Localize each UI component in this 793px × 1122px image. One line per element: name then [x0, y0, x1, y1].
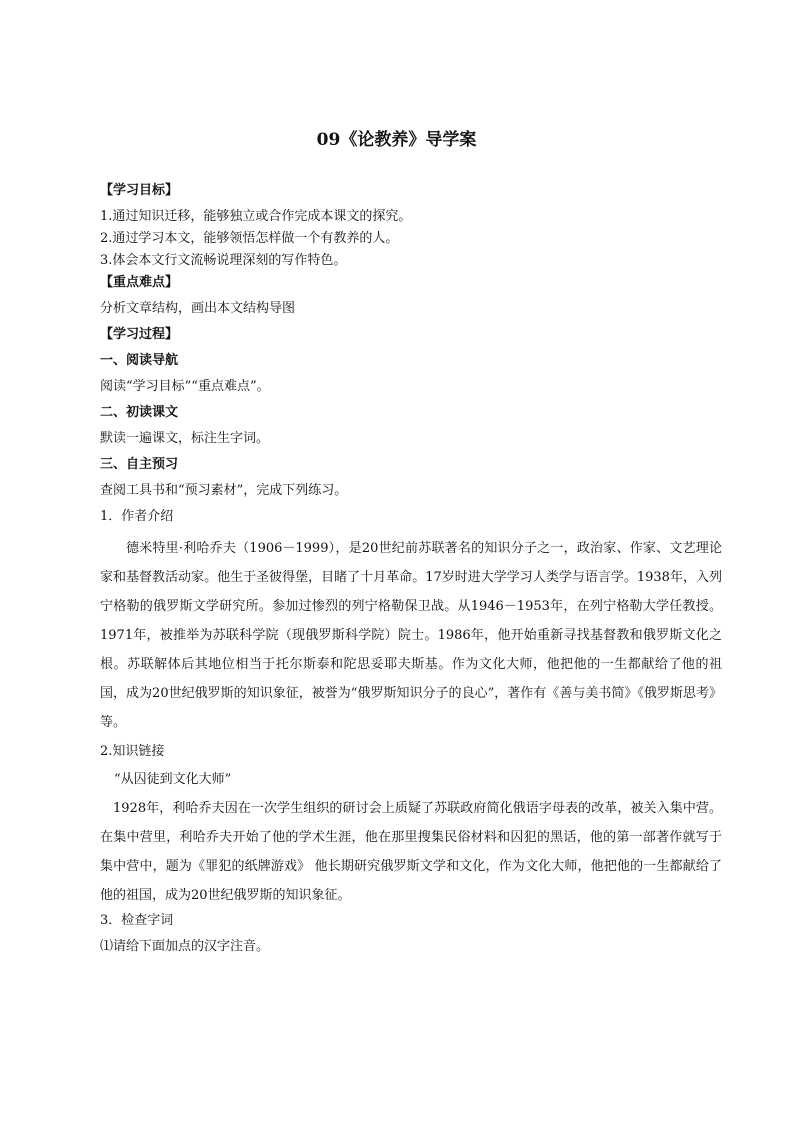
process-heading: 【学习过程】 [100, 327, 179, 342]
section-1-text: 阅读“学习目标”“重点难点”。 [100, 379, 270, 394]
document-title: 09《论教养》导学案 [316, 130, 477, 150]
section-3-heading: 三、自主预习 [100, 457, 179, 472]
author-paragraph: 德米特里·利哈乔夫（1906－1999），是20世纪前苏联著名的知识分子之一，政治家、作家、文艺理论家和基督教活动家。他生于圣彼得堡，目睹了十月革命。17岁时进大学学习人类学与语言学。1938年，入列宁格勒的俄罗斯文学研究所。参加过惨烈的列宁格勒保卫战。从1946－1953年，在列宁格勒大学任教授。1971年，被推举为苏联科学院（现俄罗斯科学院）院士。1986年，他开始重新寻找基督教和俄罗斯文化之根。苏联解体后其地位相当于托尔斯泰和陀思妥耶夫斯基。作为文化大师，他把他的一生都献给了他的祖国，成为20世纪俄罗斯的知识象征，被誉为“俄罗斯知识分子的良心”，著作有《善与美书简》《俄罗斯思考》等。 [100, 541, 722, 730]
knowledge-link-heading: 2.知识链接 [100, 744, 165, 759]
objective-item-2: 2.通过学习本文，能够领悟怎样做一个有教养的人。 [100, 231, 399, 246]
document-body [100, 180, 722, 958]
knowledge-link-paragraph: 1928年，利哈乔夫因在一次学生组织的研讨会上质疑了苏联政府简化俄语字母表的改革，被关入集中营。在集中营里，利哈乔夫开始了他的学术生涯，他在那里搜集民俗材料和囚犯的黑话，他的第一部著作就写于集中营中，题为《罪犯的纸牌游戏》 他长期研究俄罗斯文学和文化，作为文化大师，他把他的一生都献给了他的祖国，成为20世纪俄罗斯的知识象征。 [100, 801, 722, 903]
word-check-heading: 3．检查字词 [100, 913, 174, 928]
key-points-heading: 【重点难点】 [100, 275, 179, 290]
section-3-text: 查阅工具书和“预习素材”，完成下列练习。 [100, 483, 348, 498]
objective-item-1: 1.通过知识迁移，能够独立或合作完成本课文的探究。 [100, 209, 412, 224]
objective-item-3: 3.体会本文行文流畅说理深刻的写作特色。 [100, 253, 347, 268]
key-points-text: 分析文章结构，画出本文结构导图 [100, 301, 296, 316]
word-check-subitem: ⑴请给下面加点的汉字注音。 [100, 939, 270, 954]
objectives-heading: 【学习目标】 [100, 183, 179, 198]
section-1-heading: 一、阅读导航 [100, 353, 179, 368]
section-2-heading: 二、初读课文 [100, 405, 179, 420]
author-heading: 1．作者介绍 [100, 509, 174, 524]
knowledge-link-quote: “从囚徒到文化大师” [114, 772, 232, 787]
section-2-text: 默读一遍课文，标注生字词。 [100, 431, 270, 446]
